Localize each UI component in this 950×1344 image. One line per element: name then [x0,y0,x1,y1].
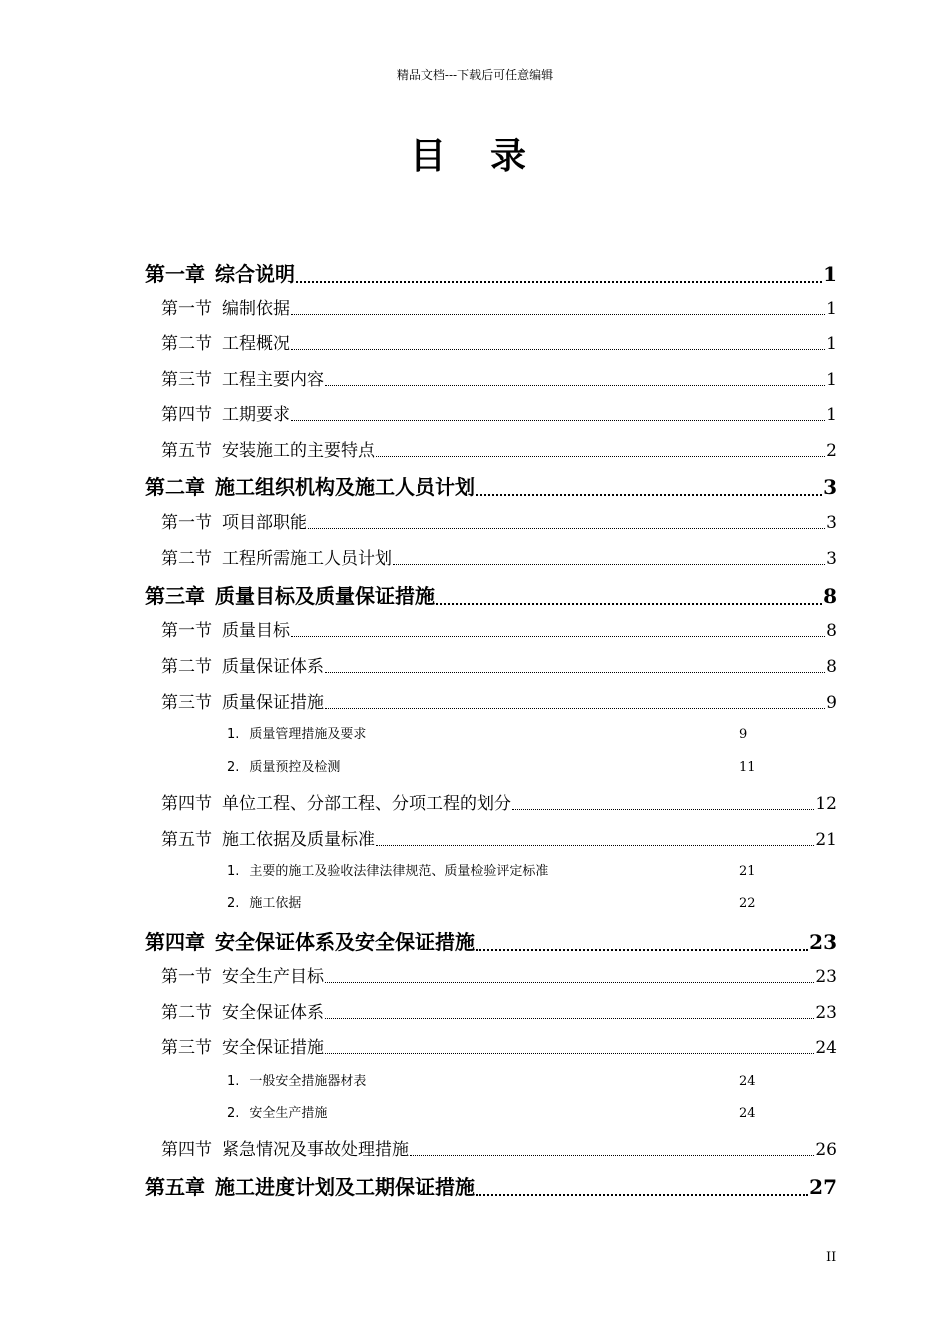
toc-entry-section[interactable] [161,294,837,319]
toc-entry-sub[interactable] [227,756,787,775]
toc-entry-section[interactable] [161,1033,837,1058]
toc-entry-label [161,652,324,677]
toc-title: 目录 [409,136,570,177]
toc-entry-title: 综合说明 [215,262,295,286]
toc-entry-number: 第二节 [161,549,212,569]
toc-entry-section[interactable] [161,962,837,987]
toc-entry-section[interactable] [161,688,837,713]
toc-entry-title: 施工进度计划及工期保证措施 [215,1175,475,1199]
toc-entry-sub[interactable] [227,1102,787,1121]
toc-entry-title: 一般安全措施器材表 [249,1074,367,1089]
toc-entry-label [161,436,375,461]
toc-entry-label [161,998,324,1023]
toc-entry-title: 质量预控及检测 [249,760,341,775]
dot-leader [436,603,822,605]
toc-entry-page: 1 [823,262,837,286]
toc-entry-label [145,471,475,500]
toc-entry-page: 3 [826,549,837,569]
toc-entry-label [227,860,739,879]
toc-entry-section[interactable] [161,616,837,641]
toc-entry-page: 9 [739,727,748,742]
dot-leader [291,420,825,421]
toc-entry-chapter[interactable] [145,580,837,609]
toc-entry-label [161,962,324,987]
toc-entry-chapter[interactable] [145,471,837,500]
toc-entry-number: 第一节 [161,513,212,533]
dot-leader [512,809,814,810]
toc-entry-title: 施工依据 [249,896,302,911]
toc-entry-number: 2. [227,760,240,775]
toc-entry-title: 项目部职能 [222,513,307,533]
toc-entry-number: 第一节 [161,967,212,987]
toc-entry-label [161,1135,409,1160]
toc-entry-title: 质量管理措施及要求 [249,727,367,742]
toc-entry-title: 质量目标及质量保证措施 [215,584,435,608]
toc-entry-page: 12 [815,794,837,814]
toc-entry-label [227,892,739,911]
dot-leader [291,349,825,350]
toc-entry-label [161,1033,324,1058]
toc-entry-number: 1. [227,864,240,879]
page-header: 精品文档---下载后可任意编辑 [396,68,554,82]
toc-entry-page: 8 [823,584,837,608]
toc-entry-number: 第一节 [161,621,212,641]
toc-entry-title: 紧急情况及事故处理措施 [222,1140,409,1160]
toc-entry-number: 1. [227,727,240,742]
toc-entry-section[interactable] [161,508,837,533]
dot-leader [325,1018,814,1019]
dot-leader [291,636,825,637]
dot-leader [410,1155,814,1156]
toc-entry-page: 24 [815,1038,837,1058]
toc-entry-chapter[interactable] [145,926,837,955]
toc-entry-number: 第二节 [161,657,212,677]
toc-entry-number: 第五节 [161,830,212,850]
toc-entry-page: 21 [815,830,837,850]
toc-entry-page: 9 [826,693,837,713]
toc-entry-page: 24 [739,1074,756,1089]
dot-leader [325,672,825,673]
toc-entry-number: 2. [227,896,240,911]
toc-entry-title: 施工组织机构及施工人员计划 [215,475,475,499]
toc-entry-section[interactable] [161,1135,837,1160]
toc-entry-number: 1. [227,1074,240,1089]
toc-entry-title: 安全保证体系及安全保证措施 [215,930,475,954]
toc-entry-title: 安全保证体系 [222,1003,324,1023]
toc-entry-sub[interactable] [227,1070,787,1089]
toc-entry-title: 质量保证体系 [222,657,324,677]
toc-entry-chapter[interactable] [145,258,837,287]
toc-entry-label [161,789,511,814]
toc-entry-label [227,756,739,775]
toc-entry-number: 第四章 [145,930,205,954]
toc-entry-section[interactable] [161,652,837,677]
toc-entry-title: 安全保证措施 [222,1038,324,1058]
toc-entry-page: 1 [826,370,837,390]
dot-leader [393,564,825,565]
toc-entry-page: 26 [815,1140,837,1160]
toc-entry-page: 1 [826,299,837,319]
dot-leader [308,528,825,529]
toc-entry-label [145,1171,475,1200]
toc-entry-label [145,580,435,609]
toc-entry-page: 23 [815,1003,837,1023]
toc-entry-label [227,1070,739,1089]
toc-entry-page: 2 [826,441,837,461]
toc-entry-number: 第四节 [161,405,212,425]
toc-entry-number: 第五章 [145,1175,205,1199]
toc-entry-title: 编制依据 [222,299,290,319]
toc-entry-page: 23 [815,967,837,987]
dot-leader [296,281,822,283]
toc-entry-sub[interactable] [227,723,787,742]
dot-leader [291,314,825,315]
toc-entry-section[interactable] [161,400,837,425]
dot-leader [325,385,825,386]
page-number: II [826,1250,837,1265]
toc-entry-page: 22 [739,896,756,911]
toc-entry-page: 3 [823,475,837,499]
toc-entry-title: 安全生产措施 [249,1106,328,1121]
toc-entry-label [161,294,290,319]
toc-entry-page: 8 [826,621,837,641]
toc-entry-page: 3 [826,513,837,533]
dot-leader [476,1194,808,1196]
toc-entry-label [161,688,324,713]
toc-entry-label [161,508,307,533]
toc-entry-section[interactable] [161,825,837,850]
toc-entry-title: 主要的施工及验收法律法律规范、质量检验评定标准 [249,864,549,879]
toc-entry-section[interactable] [161,789,837,814]
toc-entry-label [161,825,375,850]
toc-entry-number: 第一章 [145,262,205,286]
toc-entry-number: 第四节 [161,1140,212,1160]
toc-entry-label [145,258,295,287]
toc-entry-chapter[interactable] [145,1171,837,1200]
toc-entry-title: 工期要求 [222,405,290,425]
toc-entry-number: 第二节 [161,334,212,354]
toc-entry-title: 安全生产目标 [222,967,324,987]
toc-entry-page: 27 [809,1175,837,1199]
toc-entry-number: 2. [227,1106,240,1121]
toc-entry-number: 第一节 [161,299,212,319]
toc-entry-number: 第三节 [161,370,212,390]
toc-entry-label [161,400,290,425]
dot-leader [476,494,822,496]
toc-entry-section[interactable] [161,436,837,461]
toc-entry-page: 1 [826,334,837,354]
dot-leader [325,708,825,709]
dot-leader [376,845,814,846]
toc-entry-label [227,723,739,742]
toc-entry-title: 工程概况 [222,334,290,354]
toc-entry-title: 质量目标 [222,621,290,641]
toc-entry-title: 施工依据及质量标准 [222,830,375,850]
toc-entry-section[interactable] [161,544,837,569]
toc-entry-number: 第四节 [161,794,212,814]
toc-entry-page: 1 [826,405,837,425]
toc-entry-page: 23 [809,930,837,954]
toc-entry-label [161,616,290,641]
toc-entry-label [161,544,392,569]
toc-entry-title: 质量保证措施 [222,693,324,713]
toc-entry-title: 安装施工的主要特点 [222,441,375,461]
dot-leader [476,949,808,951]
toc-entry-number: 第三节 [161,693,212,713]
toc-entry-label [161,365,324,390]
toc-entry-page: 24 [739,1106,756,1121]
toc-entry-page: 11 [739,760,756,775]
toc-entry-page: 21 [739,864,756,879]
toc-entry-title: 工程主要内容 [222,370,324,390]
toc-entry-page: 8 [826,657,837,677]
dot-leader [325,1053,814,1054]
toc-entry-number: 第二章 [145,475,205,499]
toc-entry-section[interactable] [161,998,837,1023]
toc-entry-title: 单位工程、分部工程、分项工程的划分 [222,794,511,814]
dot-leader [325,982,814,983]
toc-entry-section[interactable] [161,329,837,354]
toc-entry-number: 第三章 [145,584,205,608]
dot-leader [376,456,825,457]
toc-entry-label [145,926,475,955]
toc-entry-label [161,329,290,354]
toc-entry-title: 工程所需施工人员计划 [222,549,392,569]
toc-entry-number: 第三节 [161,1038,212,1058]
toc-entry-number: 第五节 [161,441,212,461]
toc-entry-sub[interactable] [227,892,787,911]
toc-entry-section[interactable] [161,365,837,390]
toc-entry-number: 第二节 [161,1003,212,1023]
toc-entry-sub[interactable] [227,860,787,879]
toc-entry-label [227,1102,739,1121]
